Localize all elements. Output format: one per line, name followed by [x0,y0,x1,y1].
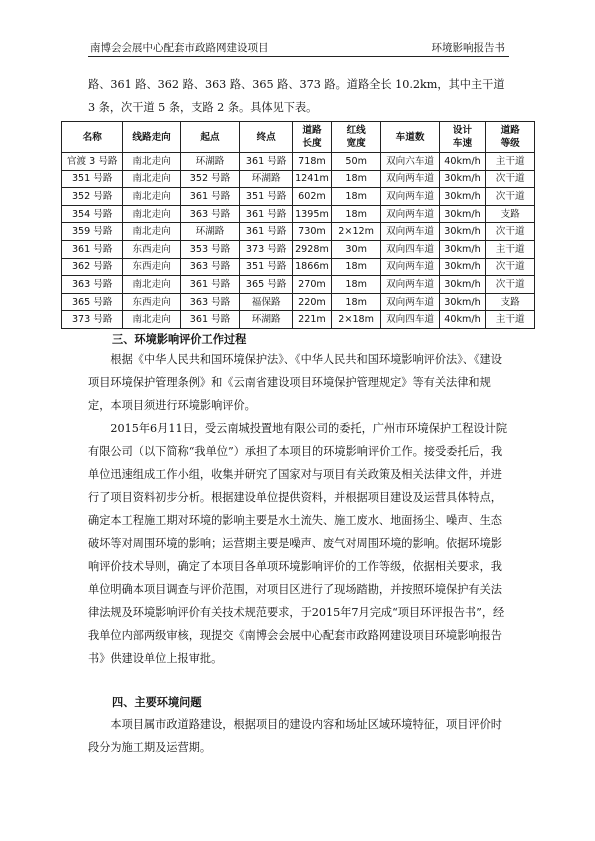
cell-name: 362 号路 [62,258,123,276]
cell-speed: 40km/h [439,153,486,171]
cell-name: 359 号路 [62,223,123,241]
cell-speed: 30km/h [439,240,486,258]
cell-width: 18m [331,205,381,223]
cell-start: 361 号路 [180,311,240,329]
section-4-paragraph-1: 本项目属市政道路建设，根据项目的建设内容和场址区域环境特征，项目评价时段分为施工期及运营期。 [88,718,502,754]
cell-end: 福保路 [240,293,293,311]
cell-speed: 30km/h [439,258,486,276]
cell-grade: 次干道 [486,223,535,241]
cell-name: 361 号路 [62,240,123,258]
cell-end: 环湖路 [240,311,293,329]
table-row [62,188,535,206]
cell-width: 18m [331,188,381,206]
cell-lanes: 双向四车道 [381,240,439,258]
table-row [62,240,535,258]
cell-speed: 30km/h [439,188,486,206]
section-3-title: 三、环境影响评价工作过程 [112,333,247,346]
cell-lanes: 双向两车道 [381,223,439,241]
cell-width: 18m [331,170,381,188]
cell-name: 官渡 3 号路 [62,153,123,171]
cell-grade: 支路 [486,293,535,311]
cell-name: 354 号路 [62,205,123,223]
table-row [62,170,535,188]
cell-end: 351 号路 [240,188,293,206]
cell-direction: 南北走向 [123,223,180,241]
cell-lanes: 双向两车道 [381,258,439,276]
cell-length: 221m [293,311,332,329]
cell-direction: 东西走向 [123,240,180,258]
cell-start: 363 号路 [180,258,240,276]
cell-speed: 30km/h [439,170,486,188]
cell-start: 环湖路 [180,223,240,241]
cell-width: 50m [331,153,381,171]
col-header-lanes: 车道数 [381,122,439,153]
cell-start: 353 号路 [180,240,240,258]
cell-speed: 40km/h [439,311,486,329]
cell-start: 363 号路 [180,205,240,223]
cell-grade: 主干道 [486,240,535,258]
cell-end: 361 号路 [240,205,293,223]
table-header-row [62,122,535,153]
cell-start: 361 号路 [180,276,240,294]
col-header-grade: 道路 等级 [486,122,535,153]
cell-grade: 主干道 [486,153,535,171]
col-header-speed: 设计 车速 [439,122,486,153]
intro-paragraph: 路、361 路、362 路、363 路、365 路、373 路。道路全长 10.2km，其中主干道 3 条，次干道 5 条，支路 2 条。具体见下表。 [88,78,505,114]
table-row [62,153,535,171]
cell-grade: 主干道 [486,311,535,329]
col-header-start: 起点 [180,122,240,153]
section-3-paragraph-1: 根据《中华人民共和国环境保护法》、《中华人民共和国环境影响评价法》、《建设项目环境保护管理条例》和《云南省建设项目环境保护管理规定》等有关法律和规定，本项目须进行环境影响评价。 [88,353,502,412]
cell-width: 18m [331,293,381,311]
section-3-paragraph-2: 2015年6月11日，受云南城投置地有限公司的委托，广州市环境保护工程设计院有限公司（以下简称“我单位”）承担了本项目的环境影响评价工作。接受委托后，我单位迅速组成工作小组，收集并研究了国家对与项目有关政策及相关法律文件，并进行了项目资料初步分析。根据建设单位提供资料，并根据项目建设及运营具体特点，确定本工程施工期对环境的影响主要是水土流失、施工废水、地面扬尘、噪声、生态破坏等对周围环境的影响；运营期主要是噪声、废气对周围环境的影响。依据环境影响评价技术导则，确定了本项目各单项环境影响评价的工作等级，依据相关要求，我单位明确本项目调查与评价范围，对项目区进行了现场踏勘，并按照环境保护有关法律法规及环境影响评价有关技术规范要求，于2015年7月完成“项目环评报告书”，经我单位内部两级审核，现提交《南博会会展中心配套市政路网建设项目环境影响报告书》供建设单位上报审批。 [88,422,508,665]
header-report-title: 环境影响报告书 [431,42,505,54]
cell-length: 1395m [293,205,332,223]
cell-lanes: 双向两车道 [381,205,439,223]
table-row [62,205,535,223]
cell-width: 18m [331,258,381,276]
cell-speed: 30km/h [439,293,486,311]
cell-direction: 东西走向 [123,293,180,311]
cell-name: 365 号路 [62,293,123,311]
col-header-end: 终点 [240,122,293,153]
cell-length: 602m [293,188,332,206]
cell-name: 373 号路 [62,311,123,329]
cell-direction: 南北走向 [123,170,180,188]
cell-grade: 次干道 [486,188,535,206]
cell-direction: 南北走向 [123,205,180,223]
cell-start: 363 号路 [180,293,240,311]
header-project-title: 南博会会展中心配套市政路网建设项目 [90,42,269,54]
cell-end: 361 号路 [240,223,293,241]
cell-lanes: 双向两车道 [381,170,439,188]
cell-name: 351 号路 [62,170,123,188]
cell-start: 352 号路 [180,170,240,188]
cell-length: 220m [293,293,332,311]
cell-lanes: 双向六车道 [381,153,439,171]
col-header-length: 道路 长度 [293,122,332,153]
cell-start: 361 号路 [180,188,240,206]
cell-grade: 次干道 [486,170,535,188]
cell-speed: 30km/h [439,205,486,223]
cell-length: 718m [293,153,332,171]
cell-name: 352 号路 [62,188,123,206]
page-header [88,36,509,57]
cell-end: 361 号路 [240,153,293,171]
cell-speed: 30km/h [439,223,486,241]
col-header-direction: 线路走向 [123,122,180,153]
table-row [62,311,535,329]
cell-speed: 30km/h [439,276,486,294]
cell-length: 1866m [293,258,332,276]
cell-lanes: 双向两车道 [381,188,439,206]
cell-grade: 支路 [486,205,535,223]
cell-direction: 南北走向 [123,276,180,294]
table-row [62,276,535,294]
cell-length: 2928m [293,240,332,258]
cell-width: 2×12m [331,223,381,241]
cell-lanes: 双向四车道 [381,311,439,329]
section-4-title: 四、主要环境问题 [112,696,202,709]
table-row [62,258,535,276]
cell-direction: 南北走向 [123,311,180,329]
cell-length: 270m [293,276,332,294]
cell-name: 363 号路 [62,276,123,294]
cell-direction: 南北走向 [123,153,180,171]
cell-length: 1241m [293,170,332,188]
cell-lanes: 双向两车道 [381,293,439,311]
cell-width: 18m [331,276,381,294]
cell-grade: 次干道 [486,276,535,294]
road-table [61,121,535,329]
table-row [62,223,535,241]
col-header-width: 红线 宽度 [331,122,381,153]
table-row [62,293,535,311]
cell-width: 30m [331,240,381,258]
cell-length: 730m [293,223,332,241]
cell-direction: 东西走向 [123,258,180,276]
cell-start: 环湖路 [180,153,240,171]
cell-end: 351 号路 [240,258,293,276]
cell-lanes: 双向两车道 [381,276,439,294]
cell-grade: 次干道 [486,258,535,276]
col-header-name: 名称 [62,122,123,153]
cell-width: 2×18m [331,311,381,329]
cell-end: 365 号路 [240,276,293,294]
cell-direction: 南北走向 [123,188,180,206]
cell-end: 373 号路 [240,240,293,258]
cell-end: 环湖路 [240,170,293,188]
